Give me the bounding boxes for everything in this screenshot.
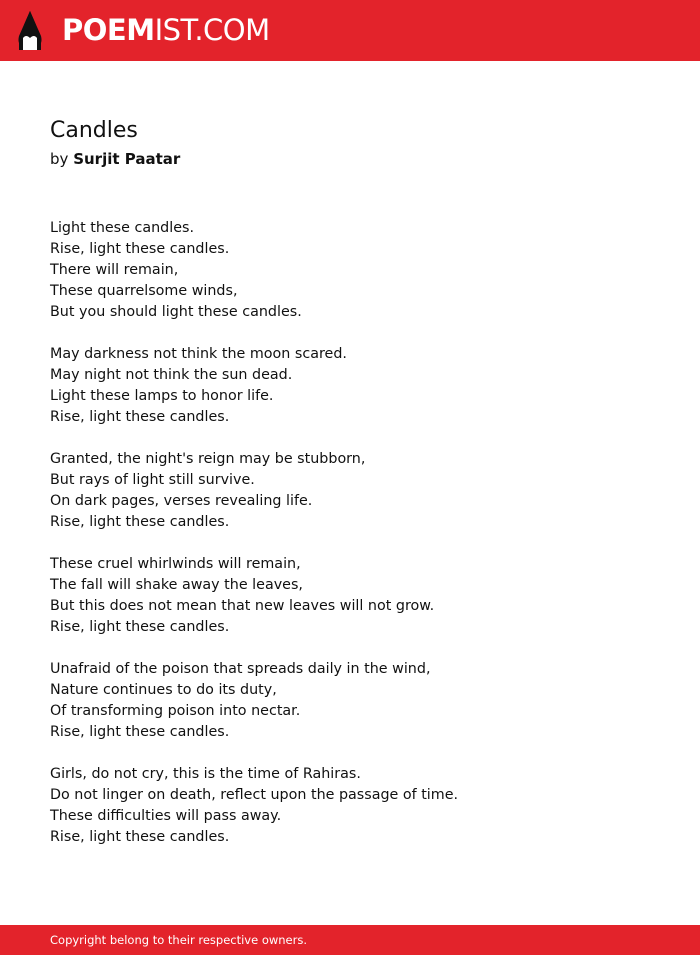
poem-line: These quarrelsome winds, — [50, 283, 238, 299]
poem-line: These cruel whirlwinds will remain, — [50, 556, 301, 572]
poem-line: Rise, light these candles. — [50, 514, 230, 530]
stanza — [50, 218, 670, 323]
poem-line: Unafraid of the poison that spreads daily in the wind, — [50, 661, 431, 677]
poem-line: Rise, light these candles. — [50, 829, 230, 845]
stanza — [50, 659, 670, 743]
poem-line: Rise, light these candles. — [50, 619, 230, 635]
brand-bold-text: POEM — [62, 13, 155, 47]
poem-line: May night not think the sun dead. — [50, 367, 293, 383]
poem-line: The fall will shake away the leaves, — [50, 577, 303, 593]
poem-author: Surjit Paatar — [73, 150, 181, 168]
poem-line: These difficulties will pass away. — [50, 808, 282, 824]
poem-line: There will remain, — [50, 262, 179, 278]
poem-line: Granted, the night's reign may be stubborn, — [50, 451, 366, 467]
site-footer — [0, 925, 700, 955]
pencil-tip-icon — [17, 10, 43, 52]
stanza — [50, 554, 670, 638]
stanza — [50, 344, 670, 428]
stanza — [50, 764, 670, 848]
poem-line: Rise, light these candles. — [50, 409, 230, 425]
poem-line: Of transforming poison into nectar. — [50, 703, 301, 719]
poem-line: Girls, do not cry, this is the time of Rahiras. — [50, 766, 361, 782]
poem-line: Light these candles. — [50, 220, 194, 236]
poem-title: Candles — [50, 118, 138, 143]
poem-line: Rise, light these candles. — [50, 241, 230, 257]
site-header — [0, 0, 700, 61]
stanza — [50, 449, 670, 533]
brand-light-text: IST.COM — [154, 13, 270, 47]
poem-line: But this does not mean that new leaves will not grow. — [50, 598, 435, 614]
copyright-notice: Copyright belong to their respective owners. — [50, 933, 308, 947]
poem-line: On dark pages, verses revealing life. — [50, 493, 313, 509]
poem-line: Rise, light these candles. — [50, 724, 230, 740]
by-label: by — [50, 150, 69, 168]
poem-line: But you should light these candles. — [50, 304, 302, 320]
poem-line: Nature continues to do its duty, — [50, 682, 277, 698]
poem-byline — [50, 148, 180, 170]
site-logo-text[interactable] — [62, 12, 270, 48]
poem-line: But rays of light still survive. — [50, 472, 255, 488]
poem-body — [50, 218, 670, 869]
poem-line: May darkness not think the moon scared. — [50, 346, 347, 362]
poem-line: Light these lamps to honor life. — [50, 388, 274, 404]
poem-line: Do not linger on death, reflect upon the passage of time. — [50, 787, 459, 803]
